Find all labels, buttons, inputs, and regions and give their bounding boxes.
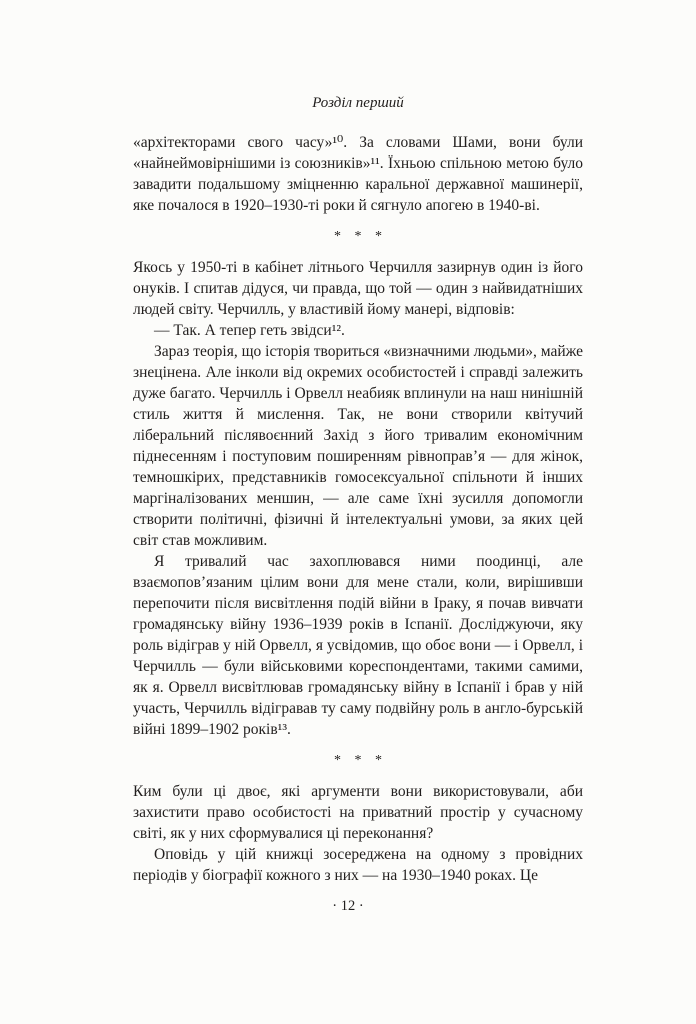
page-number: · 12 · [332,898,364,914]
paragraph: «архітекторами свого часу»¹⁰. За словами Шами, вони були «найнеймовірнішими із союзників»¹¹. Їхньою спільною метою було завадити подальшому зміцненню каральної державної машинерії, яке почалося в 1920–1930-ті роки й сягнуло апогею в 1940-ві. [133,134,583,214]
section-separator: * * * [334,753,387,768]
paragraph: Якось у 1950-ті в кабінет літнього Черчилля зазирнув один із його онуків. І спитав дідуся, чи правда, що той — один з найвидатніших людей світу. Черчилль, у властивій йому манері, відповів: [133,259,583,318]
paragraph: Ким були ці двоє, які аргументи вони використовували, аби захистити право особистості на приватний простір у сучасному світі, як у них сформувалися ці переконання? [133,783,583,842]
text-block [133,132,583,886]
paragraph: Я тривалий час захоплювався ними поодинці, але взаємопов’язаним цілим вони для мене стали, коли, вирішивши перепочити після висвітлення подій війни в Іраку, я почав вивчати громадянську війну 1936–1939 років в Іспанії. Досліджуючи, яку роль відіграв у ній Орвелл, я усвідомив, що обоє вони — і Орвелл, і Черчилль — були військовими кореспондентами, такими самими, як я. Орвелл висвітлював громадянську війну в Іспанії і брав у ній участь, Черчилль відігравав ту саму подвійну роль в англо-бурській війні 1899–1902 років¹³. [133,553,583,738]
paragraph: Оповідь у цій книжці зосереджена на одному з провідних періодів у біографії кожного з них — на 1930–1940 роках. Це [133,846,583,884]
section-separator: * * * [334,229,387,244]
dialogue-line: — Так. А тепер геть звідси¹². [154,322,345,339]
running-head: Розділ перший [312,95,404,111]
paragraph: Зараз теорія, що історія твориться «визначними людьми», майже знецінена. Але інколи від окремих особистостей і справді залежить дуже багато. Черчилль і Орвелл неабияк вплинули на наш нинішній стиль життя й мислення. Так, не вони створили квітучий ліберальний післявоєнний Захід з його тривалим економічним піднесенням і поступовим поширенням рівноправ’я — для жінок, темношкірих, представників гомосексуальної спільноти й інших маргіналізованих меншин, — але саме їхні зусилля допомогли створити політичні, фізичні й інтелектуальні умови, за яких цей світ став можливим. [133,343,583,549]
